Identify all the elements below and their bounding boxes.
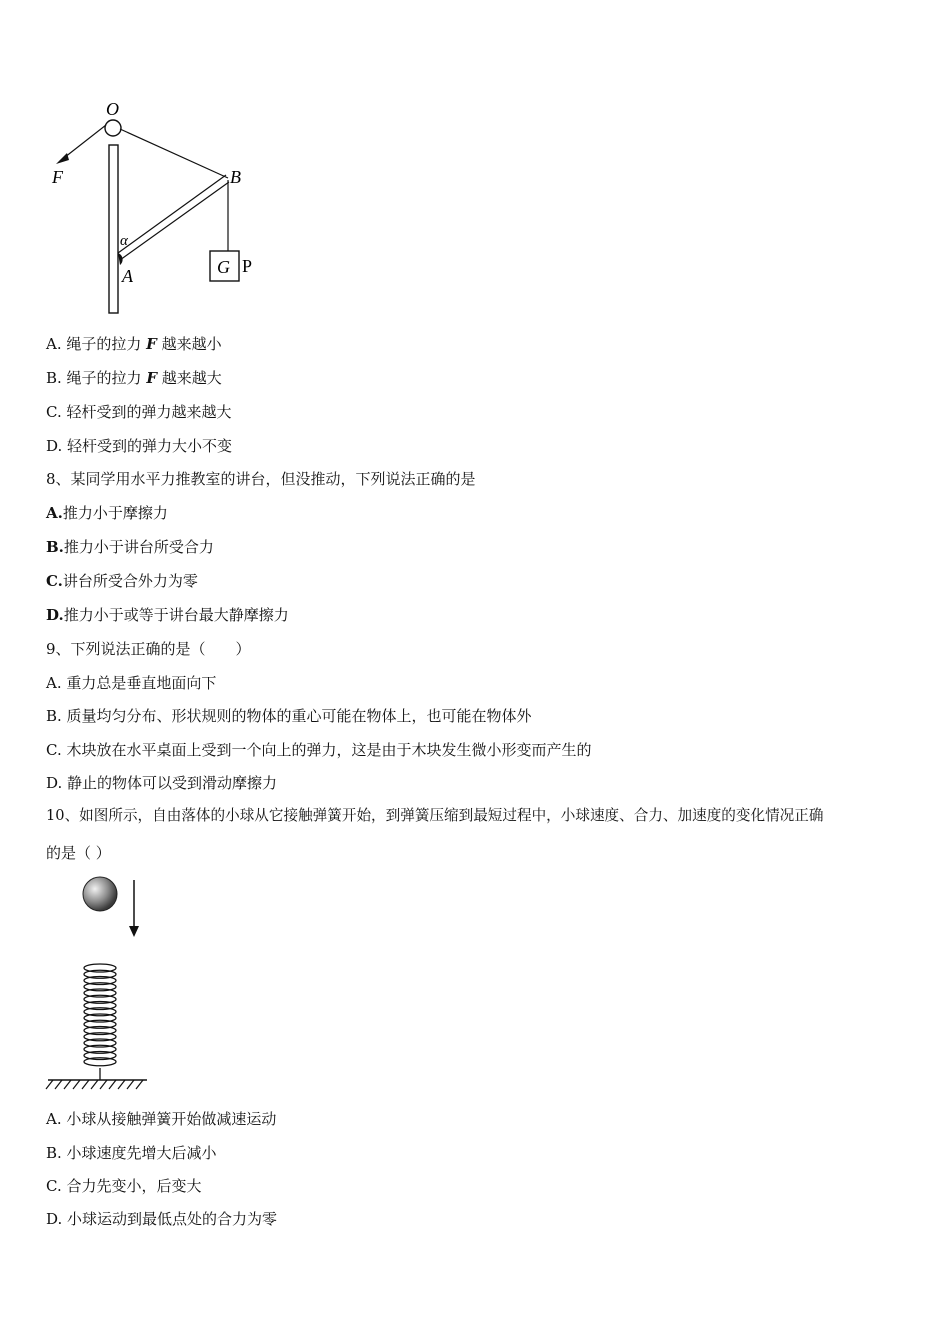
q7-option-c: C. 轻杆受到的弹力越来越大 (46, 403, 232, 421)
hatch-mark (118, 1080, 125, 1089)
label-a: A (122, 266, 133, 286)
label-alpha: α (120, 233, 128, 249)
q9-option-c: C. 木块放在水平桌面上受到一个向上的弹力，这是由于木块发生微小形变而产生的 (46, 741, 592, 759)
hatch-mark (46, 1080, 53, 1089)
q10-option-c: C. 合力先变小，后变大 (46, 1177, 202, 1195)
fall-arrow-head (129, 926, 139, 937)
q8-option-b: B.推力小于讲台所受合力 (46, 538, 214, 556)
q8-option-a: A.推力小于摩擦力 (46, 504, 168, 522)
q10-option-a: A. 小球从接触弹簧开始做减速运动 (46, 1110, 277, 1128)
pulley-rod-diagram (40, 95, 280, 325)
hatch-mark (136, 1080, 143, 1089)
q10-stem-line2: 的是（ ） (46, 844, 111, 862)
hatch-mark (82, 1080, 89, 1089)
q7-option-b: B. 绳子的拉力 F 越来越大 (46, 369, 222, 387)
q7-option-a: A. 绳子的拉力 F 越来越小 (46, 335, 222, 353)
light-rod-edge-2 (120, 182, 229, 260)
q8-stem: 8、某同学用水平力推教室的讲台，但没推动，下列说法正确的是 (46, 470, 476, 488)
coil-spring (84, 964, 116, 1066)
hatch-mark (91, 1080, 98, 1089)
light-rod-edge-1 (118, 175, 226, 253)
q10-option-b: B. 小球速度先增大后减小 (46, 1144, 217, 1162)
q9-option-a: A. 重力总是垂直地面向下 (46, 674, 217, 692)
vertical-pole (109, 145, 118, 313)
q9-option-b: B. 质量均匀分布、形状规则的物体的重心可能在物体上，也可能在物体外 (46, 707, 532, 725)
falling-ball (83, 877, 117, 911)
q7-option-d: D. 轻杆受到的弹力大小不变 (46, 437, 233, 455)
q8-option-c: C.讲台所受合外力为零 (46, 572, 198, 590)
q9-option-d: D. 静止的物体可以受到滑动摩擦力 (46, 774, 278, 792)
label-g: G (217, 257, 230, 277)
hatch-mark (55, 1080, 62, 1089)
label-b: B (230, 167, 241, 187)
label-f: F (52, 167, 63, 187)
q9-stem: 9、下列说法正确的是（ ） (46, 640, 251, 658)
hatch-mark (100, 1080, 107, 1089)
hatch-mark (64, 1080, 71, 1089)
q10-option-d: D. 小球运动到最低点处的合力为零 (46, 1210, 278, 1228)
label-o: O (106, 99, 119, 119)
rope-to-b (120, 129, 228, 178)
q10-stem-line1: 10、如图所示，自由落体的小球从它接触弹簧开始，到弹簧压缩到最短过程中，小球速度、合力、加速度的变化情况正确 (46, 807, 824, 824)
pulley-circle (105, 120, 121, 136)
ball-spring-diagram (45, 868, 165, 1093)
hatch-mark (73, 1080, 80, 1089)
label-p: P (242, 256, 253, 276)
hatch-mark (109, 1080, 116, 1089)
ground-hatching (46, 1080, 143, 1089)
q8-option-d: D.推力小于或等于讲台最大静摩擦力 (46, 606, 289, 624)
arrow-f-head (56, 153, 69, 164)
hatch-mark (127, 1080, 134, 1089)
